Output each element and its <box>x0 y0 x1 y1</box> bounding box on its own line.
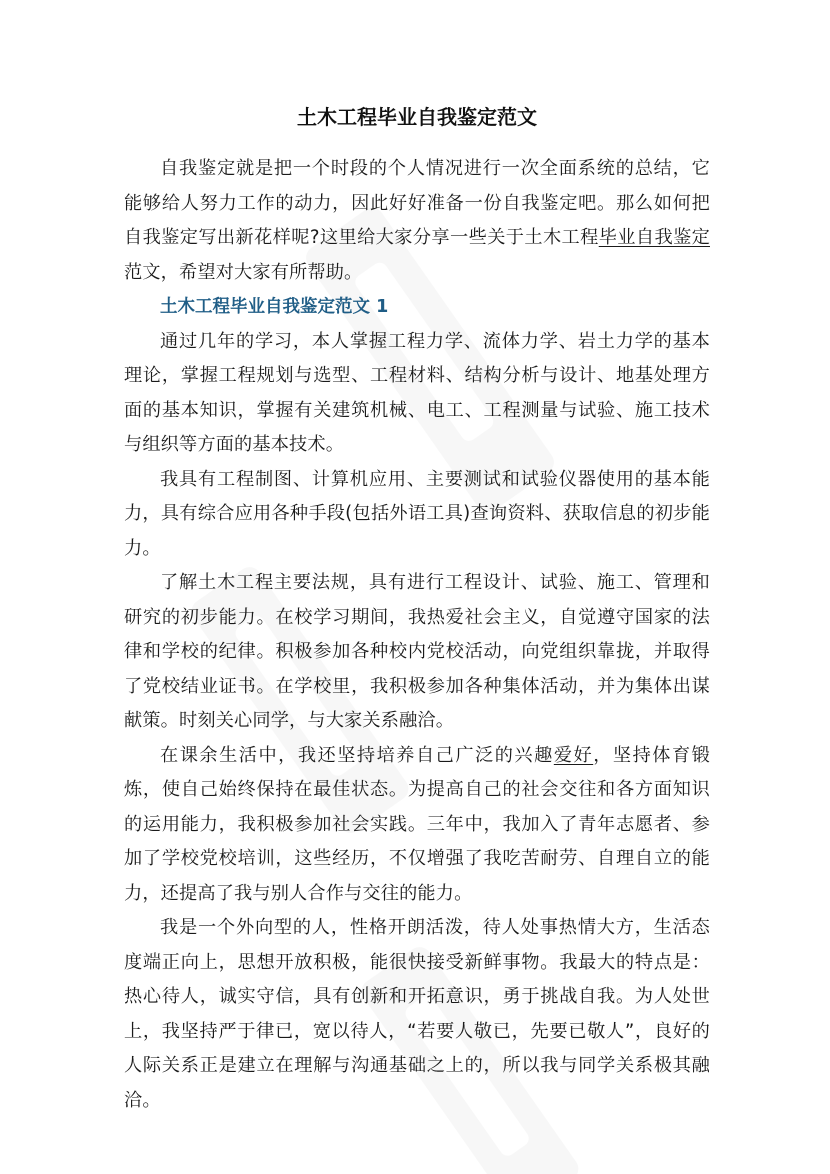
intro-text-start: 自我鉴定就是把一个时段的个人情况进行一次全面系统的总结，它能够给人努力工作的动力，因此好好准备一份自我鉴定吧。那么如何把自我鉴定写出新花样呢?这里给大家分享一些关于土木工程 <box>124 158 710 248</box>
section-title: 土木工程毕业自我鉴定范文 1 <box>160 297 389 317</box>
hobby-text-start: 在课余生活中，我还坚持培养自己广泛的兴趣 <box>160 744 554 766</box>
document-content <box>124 102 710 1118</box>
body-paragraph-4 <box>124 739 710 912</box>
intro-link[interactable]: 毕业自我鉴定 <box>598 227 710 248</box>
intro-text-end: 范文，希望对大家有所帮助。 <box>124 261 363 283</box>
hobby-text-end: ，坚持体育锻炼，使自己始终保持在最佳状态。为提高自己的社会交往和各方面知识的运用能力，我积极参加社会实践。三年中，我加入了青年志愿者、参加了学校党校培训，这些经历，不仅增强了我吃苦耐劳、自理自立的能力，还提高了我与别人合作与交往的能力。 <box>124 744 710 904</box>
hobby-link[interactable]: 爱好 <box>553 744 594 766</box>
body-paragraph-2: 我具有工程制图、计算机应用、主要测试和试验仪器使用的基本能力，具有综合应用各种手段(包括外语工具)查询资料、获取信息的初步能力。 <box>124 468 710 559</box>
body-paragraph-3: 了解土木工程主要法规，具有进行工程设计、试验、施工、管理和研究的初步能力。在校学习期间，我热爱社会主义，自觉遵守国家的法律和学校的纪律。积极参加各种校内党校活动，向党组织靠拢，并取得了党校结业证书。在学校里，我积极参加各种集体活动，并为集体出谋献策。时刻关心同学，与大家关系融洽。 <box>124 572 710 731</box>
intro-paragraph <box>124 152 710 290</box>
body-paragraph-1: 通过几年的学习，本人掌握工程力学、流体力学、岩土力学的基本理论，掌握工程规划与选型、工程材料、结构分析与设计、地基处理方面的基本知识，掌握有关建筑机械、电工、工程测量与试验、施工技术与组织等方面的基本技术。 <box>124 330 710 455</box>
document-title: 土木工程毕业自我鉴定范文 <box>297 105 537 129</box>
body-paragraph-5: 我是一个外向型的人，性格开朗活泼，待人处事热情大方，生活态度端正向上，思想开放积极，能很快接受新鲜事物。我最大的特点是：热心待人，诚实守信，具有创新和开拓意识，勇于挑战自我。为人处世上，我坚持严于律已，宽以待人，“若要人敬已，先要已敬人”，良好的人际关系正是建立在理解与沟通基础之上的，所以我与同学关系极其融洽。 <box>124 917 710 1111</box>
